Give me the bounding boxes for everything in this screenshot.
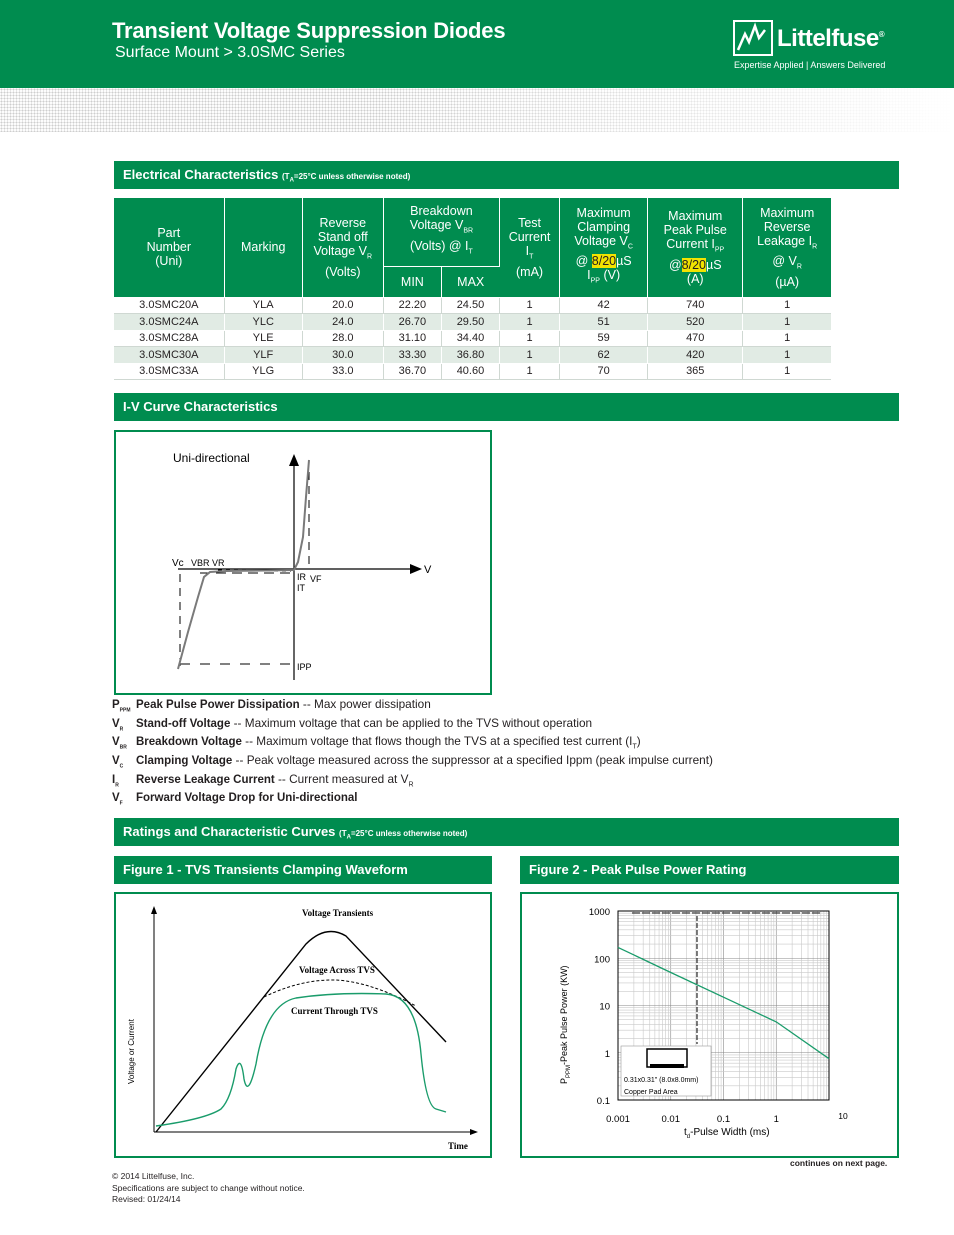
table-cell: 3.0SMC20A <box>114 297 224 314</box>
table-cell: 28.0 <box>302 330 383 347</box>
v-axis-label: V <box>424 564 432 576</box>
fig2-ylabel: $P_{PPM}$-Peak Pulse Power (KW) <box>559 965 572 1084</box>
y-tick-label: 10 <box>599 1001 610 1013</box>
y-tick-label: 1000 <box>588 907 610 918</box>
legend-item: $I_R$ Reverse Leakage Current -- Current measured at $V_R$ <box>112 772 414 789</box>
ir-label: IR <box>297 572 306 582</box>
table-cell: 42 <box>560 297 648 314</box>
col-breakdown-max: MAX <box>441 266 499 297</box>
iv-curve-chart <box>114 430 492 695</box>
table-cell: 22.20 <box>383 297 441 314</box>
table-cell: 740 <box>648 297 743 314</box>
page-footer: © 2014 Littelfuse, Inc. Specifications are subject to change without notice. Revised: 01/24/14 <box>112 1171 305 1204</box>
table-cell: 36.80 <box>441 347 499 364</box>
vc-label: Vc <box>172 558 184 569</box>
x-tick-label: 0.1 <box>716 1114 731 1125</box>
x-tick-label: 0.001 <box>606 1114 630 1125</box>
ratings-bar: Ratings and Characteristic Curves ($T_A=25^\circ C$ unless otherwise noted) <box>114 818 899 846</box>
table-cell: 30.0 <box>302 347 383 364</box>
table-cell: 1 <box>743 297 831 314</box>
x-tick-label: 0.01 <box>661 1114 680 1125</box>
col-max-clamping-voltage: Maximum Clamping Voltage $V_C$ @ 8/20µS $I_{PP}$ (V) <box>560 198 648 297</box>
pad-size-label: 0.31x0.31" (8.0x8.0mm) <box>624 1077 699 1084</box>
vr-label: VR <box>212 558 225 568</box>
col-max-peak-pulse-current: Maximum Peak Pulse Current $I_{PP}$ @8/20µS (A) <box>648 198 743 297</box>
table-cell: 470 <box>648 330 743 347</box>
table-cell: 1 <box>743 330 831 347</box>
page-header <box>0 0 954 88</box>
col-reverse-standoff: Reverse Stand off Voltage $V_R$ (Volts) <box>302 198 383 297</box>
electrical-characteristics-bar: Electrical Characteristics ($T_A=25^\circ C$ unless otherwise noted) <box>114 161 899 189</box>
table-cell: 1 <box>500 314 560 331</box>
table-cell: 29.50 <box>441 314 499 331</box>
table-cell: 70 <box>560 363 648 380</box>
table-cell: 24.50 <box>441 297 499 314</box>
current-through-label: Current Through TVS <box>291 1006 378 1016</box>
brand-tagline: Expertise Applied | Answers Delivered <box>734 60 886 70</box>
table-cell: 1 <box>743 347 831 364</box>
page-title: Transient Voltage Suppression Diodes <box>112 18 506 43</box>
table-cell: 1 <box>743 363 831 380</box>
figure1-chart <box>114 892 492 1158</box>
figure2-bar: Figure 2 - Peak Pulse Power Rating <box>520 856 899 884</box>
legend-item: $P_{PPM}$ Peak Pulse Power Dissipation -- Max power dissipation <box>112 697 431 714</box>
voltage-across-label: Voltage Across TVS <box>299 965 375 975</box>
table-cell: 520 <box>648 314 743 331</box>
table-row <box>114 297 831 314</box>
figure2-svg <box>522 894 897 1156</box>
ipp-label: IPP <box>297 662 312 672</box>
table-cell: 3.0SMC28A <box>114 330 224 347</box>
y-tick-label: 100 <box>594 954 610 966</box>
col-part-number: Part Number (Uni) <box>114 198 224 297</box>
col-max-reverse-leakage: Maximum Reverse Leakage $I_R$ @ $V_R$ (µA) <box>743 198 831 297</box>
table-cell: 33.0 <box>302 363 383 380</box>
col-test-current: Test Current $I_T$ (mA) <box>500 198 560 297</box>
x-tick-label: 1 <box>773 1114 779 1125</box>
voltage-transients-label: Voltage Transients <box>302 908 374 918</box>
voltage-transients-curve <box>156 932 446 1133</box>
table-cell: YLA <box>224 297 302 314</box>
table-row <box>114 363 831 380</box>
table-cell: 59 <box>560 330 648 347</box>
fig1-ylabel: Voltage or Current <box>127 1019 136 1084</box>
legend-item: $V_C$ Clamping Voltage -- Peak voltage measured across the suppressor at a specified Ippm (peak impulse current) <box>112 753 713 770</box>
table-cell: 1 <box>500 330 560 347</box>
table-row <box>114 314 831 331</box>
littelfuse-mark-icon <box>733 20 773 56</box>
time-label: Time <box>448 1141 468 1151</box>
table-cell: 20.0 <box>302 297 383 314</box>
col-marking: Marking <box>224 198 302 297</box>
figure1-svg <box>116 894 490 1156</box>
table-cell: 3.0SMC24A <box>114 314 224 331</box>
table-row <box>114 347 831 364</box>
figure1-bar: Figure 1 - TVS Transients Clamping Waveform <box>114 856 492 884</box>
table-cell: 3.0SMC33A <box>114 363 224 380</box>
table-cell: 36.70 <box>383 363 441 380</box>
table-cell: 31.10 <box>383 330 441 347</box>
page-subtitle: Surface Mount > 3.0SMC Series <box>115 44 345 61</box>
table-cell: 1 <box>500 347 560 364</box>
table-cell: 420 <box>648 347 743 364</box>
table-cell: 24.0 <box>302 314 383 331</box>
y-tick-label: 0.1 <box>596 1096 610 1107</box>
legend-item: $V_R$ Stand-off Voltage -- Maximum voltage that can be applied to the TVS without operation <box>112 716 593 733</box>
continues-note: continues on next page. <box>790 1158 888 1168</box>
fig2-xlabel: $t_d$-Pulse Width (ms) <box>684 1127 770 1140</box>
brand-name: Littelfuse® <box>777 25 885 52</box>
it-label: IT <box>297 583 305 593</box>
legend-item: $V_F$ Forward Voltage Drop for Uni-directional <box>112 792 358 807</box>
col-breakdown-voltage: Breakdown Voltage $V_{BR}$ (Volts) @ $I_T$ <box>383 198 499 266</box>
table-cell: 365 <box>648 363 743 380</box>
x-tick-label: 10 <box>838 1111 848 1121</box>
iv-curve-svg <box>116 432 490 693</box>
y-tick-label: 1 <box>604 1048 610 1060</box>
table-cell: 51 <box>560 314 648 331</box>
iv-curve-bar: I-V Curve Characteristics <box>114 393 899 421</box>
figure2-chart <box>520 892 899 1158</box>
col-breakdown-min: MIN <box>383 266 441 297</box>
table-cell: YLF <box>224 347 302 364</box>
table-cell: 34.40 <box>441 330 499 347</box>
table-cell: 40.60 <box>441 363 499 380</box>
table-cell: 1 <box>743 314 831 331</box>
pad-area-label: Copper Pad Area <box>624 1089 678 1096</box>
table-cell: 3.0SMC30A <box>114 347 224 364</box>
table-cell: YLC <box>224 314 302 331</box>
table-cell: 62 <box>560 347 648 364</box>
table-cell: YLE <box>224 330 302 347</box>
littelfuse-logo <box>733 20 903 76</box>
vbr-label: VBR <box>191 558 210 568</box>
vf-label: VF <box>310 574 322 584</box>
table-cell: YLG <box>224 363 302 380</box>
table-cell: 26.70 <box>383 314 441 331</box>
legend-item: $V_{BR}$ Breakdown Voltage -- Maximum voltage that flows though the TVS at a specified test current $(I_T)$ <box>112 734 641 751</box>
table-row <box>114 330 831 347</box>
uni-directional-label: Uni-directional <box>173 451 250 465</box>
electrical-characteristics-table <box>114 198 831 380</box>
table-cell: 1 <box>500 297 560 314</box>
table-cell: 33.30 <box>383 347 441 364</box>
table-cell: 1 <box>500 363 560 380</box>
